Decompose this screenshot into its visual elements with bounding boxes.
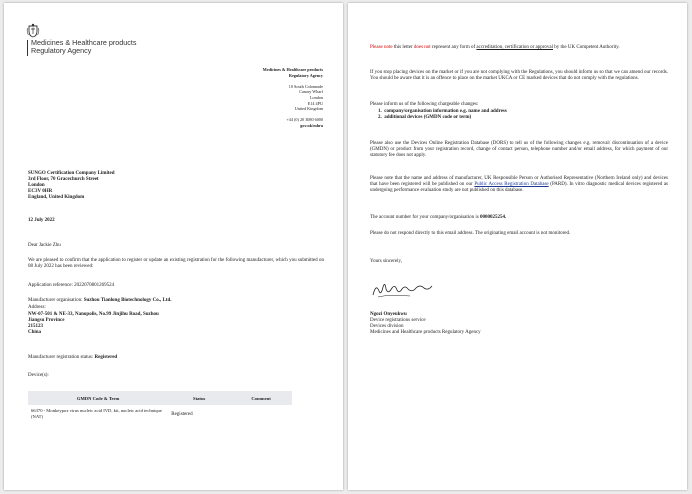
chargeable-changes-list [378,109,507,121]
table-header-row [28,391,292,405]
manufacturer-address: NW-07-501 & NE-33, Nanopolis, No.99 Jinjihu Road, Suzhou Jiangsu Province 215123 China [28,312,159,335]
device-status: Registered [171,412,193,417]
agency-logo-text: Medicines & Healthcare products Regulatory Agency [31,38,137,56]
recipient-address: SUNGO Certification Company Limited 3rd Floor, 70 Gracechurch Street London EC3V 0HR England, United Kingdom [28,171,115,200]
header-comment: Comment [230,391,292,405]
closing: Yours sincerely, [370,259,402,264]
salutation: Dear Jackie Zhu [28,243,61,248]
header-gmdn: GMDN Code & Term [28,391,168,405]
registration-status: Manufacturer registration status: Registered [28,355,118,360]
account-number: The account number for your company/organisation is 0000025254. [370,215,507,220]
table-row [28,405,292,423]
list-item: 1. company/organisation information e.g. name and address [378,109,507,114]
letter-date: 12 July 2022 [28,218,55,223]
application-reference: Application reference: 2022070801269524 [28,283,115,288]
manufacturer-organisation: Manufacturer organisation: Suzhou Tianlong Biotechnology Co., Ltd. [28,298,172,303]
letter-page-1 [4,3,343,490]
royal-crest-icon [26,23,40,38]
pard-paragraph: Please note that the name and address of manufacturer, UK Responsible Person or Authorised Representative (Northern Ireland only) and devices that have been registered will be published on our Public Access Registration Database (PARD). In vitro diagnostic medical devices registered as undergoing performance evaluation study are not published on this database. [370,176,668,193]
letter-page-2 [348,3,687,490]
chargeable-changes-intro: Please inform us of the following chargeable changes: [370,102,479,107]
no-reply-note: Please do not respond directly to this email address. The originating email account is not monitored. [370,231,571,236]
devices-label: Device(s): [28,373,49,378]
list-item: 2. additional devices (GMDN code or term) [378,115,472,120]
accreditation-note: Please note this letter does not represent any form of accreditation, certification or approval by the UK Competent Authority. [370,45,620,50]
device-comment [230,405,292,423]
logo-divider [27,40,28,56]
signer-block: Ngozi Onyeukwu Device registrations service Devices division Medicines and Healthcare products Regulatory Agency [370,312,481,335]
devices-table [28,391,292,423]
address-label: Address: [28,305,46,310]
intro-paragraph: We are pleased to confirm that the application to register or update an existing registration for the following manufacturer, which you submitted on 08 July 2022 has been reviewed: [28,258,324,269]
header-status: Status [168,391,230,405]
agency-address: Medicines & Healthcare products Regulatory Agency 10 South Colonnade Canary Wharf London E14 4PU United Kingdom +44 (0) 20 3080 6000 gov.uk/mhra [262,67,323,128]
gmdn-term: 66370 - Monkeypox virus nucleic acid IVD, kit, nucleic acid technique (NAT) [31,408,162,419]
compliance-paragraph: If you stop placing devices on the market or if you are not complying with the Regulations, you should inform us so that we can amend our records. You should be aware that it is an offence to place on the market UKCA or CE marked devices that do not comply with the regulations. [370,70,668,81]
signature [370,277,440,301]
pard-link[interactable]: Public Access Registration Database [474,182,549,187]
dors-paragraph: Please also use the Devices Online Registration Database (DORS) to tell us of the following changes e.g. removal/ discontinuation of a device (GMDN) or product from your registration record, change of contact person, telephone number and/or email address, for which payment of our statutory fee does not apply. [370,141,668,158]
